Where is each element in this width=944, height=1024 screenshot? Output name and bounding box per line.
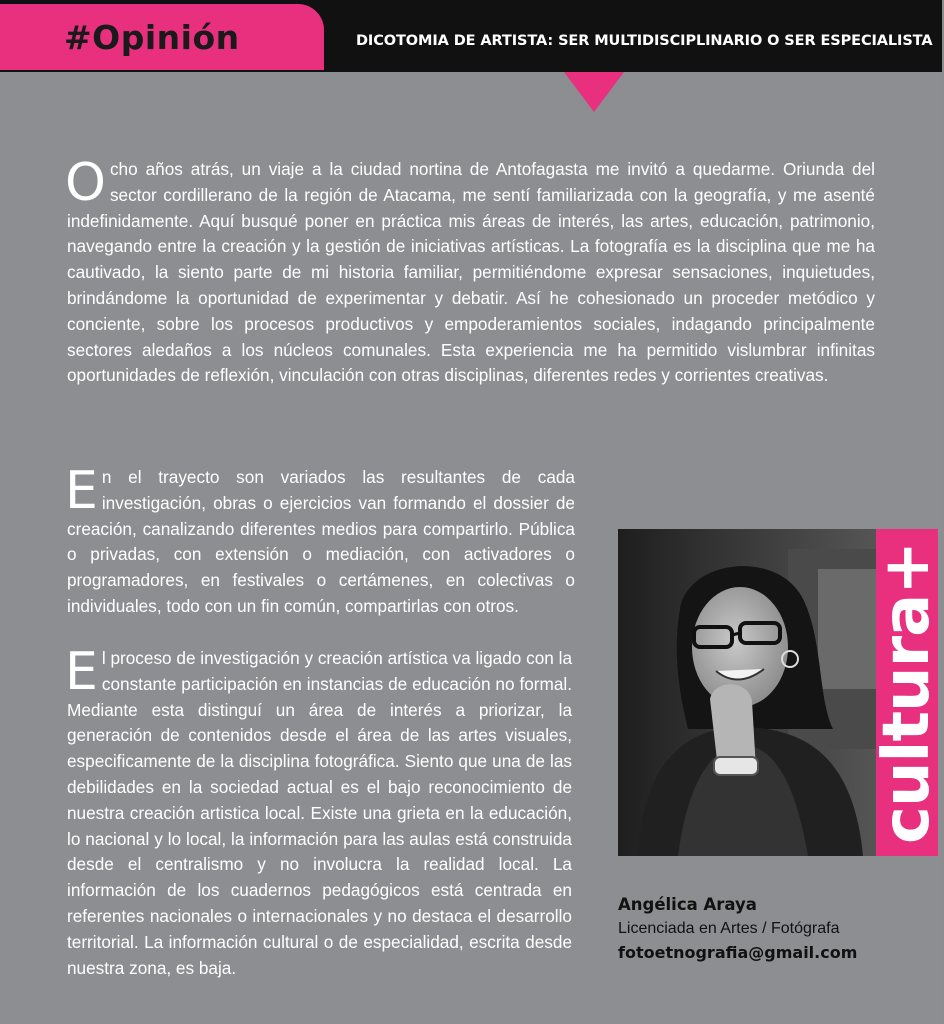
author-photo (618, 529, 876, 856)
drop-cap: O (65, 153, 106, 213)
paragraph-text: cho años atrás, un viaje a la ciudad nortina de Antofagasta me invitó a quedarme. Oriunda del sector cordillerano de la región de Atacama, me sentí familiarizada con la geografía, y me asenté indefinidamente. Aquí busqué poner en práctica mis áreas de interés, las artes, educación, patrimonio, navegando entre la creación y la gestión de iniciativas artísticas. La fotografía es la disciplina que me ha cautivado, la siento parte de mi historia familiar, permitiéndome expresar sensaciones, inquietudes, brindándome la oportunidad de experimentar y debatir. Así he cohesionado un proceder metódico y conciente, sobre los procesos productivos y empoderamientos sociales, indagando principalmente sectores aledaños a los núcleos comunales. Esta experiencia me ha permitido vislumbrar infinitas oportunidades de reflexión, vinculación con otras disciplinas, diferentes redes y corrientes creativas. (67, 159, 875, 386)
author-email[interactable]: fotoetnografia@gmail.com (618, 943, 858, 962)
drop-cap: E (65, 642, 98, 702)
portrait-illustration (618, 529, 876, 856)
article-paragraph-3 (65, 642, 572, 981)
section-tag: #Opinión (64, 18, 240, 57)
header-notch-triangle (564, 72, 624, 112)
paragraph-text: n el trayecto son variados las resultantes de cada investigación, obras o ejercicios van formando el dossier de creación, canalizando diferentes medios para compartirlo. Pública o privadas, con extensión o mediación, con activadores o programadores, en festivales o certámenes, en colectivas o individuales, todo con un fin común, compartirlas con otros. (67, 467, 575, 616)
drop-cap: E (65, 461, 98, 521)
author-info (618, 893, 857, 965)
article-title: DICOTOMIA DE ARTISTA: SER MULTIDISCIPLINARIO O SER ESPECIALISTA (356, 33, 933, 49)
author-role: Licenciada en Artes / Fotógrafa (618, 920, 840, 937)
paragraph-text: l proceso de investigación y creación artística va ligado con la constante participación en instancias de educación no formal. Mediante esta distinguí un área de interés a priorizar, la generación de contenidos desde el área de las artes visuales, especificamente de la disciplina fotográfica. Siento que una de las debilidades en la sociedad actual es el bajo reconocimiento de nuestra creación artistica local. Existe una grieta en la educación, lo nacional y lo local, la información para las aulas está construida desde el centralismo y no involucra la realidad local. La información de los cuadernos pedagógicos está centrada en referentes nacionales o internacionales y no destaca el desarrollo territorial. La información cultural o de especialidad, escrita desde nuestra zona, es baja. (67, 648, 572, 978)
author-name: Angélica Araya (618, 895, 757, 914)
section-strip-label: cultura+ (870, 541, 944, 844)
article-paragraph-1 (65, 153, 875, 389)
section-tag-box (0, 4, 324, 70)
section-strip (870, 529, 944, 856)
